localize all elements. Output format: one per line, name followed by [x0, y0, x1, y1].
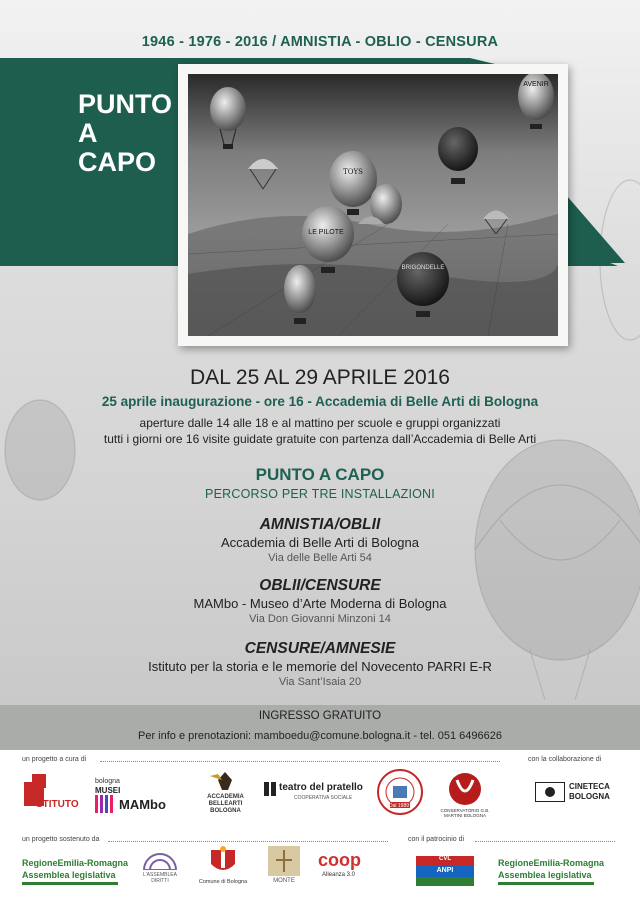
teatro-mark-icon [264, 782, 276, 796]
installation-3-venue: Istituto per la storia e le memorie del Novecento PARRI E-R [148, 659, 492, 674]
cineteca-logo: CINETECA BOLOGNA [535, 782, 625, 804]
monte-logo: MONTE [264, 846, 304, 892]
header-topline: 1946 - 1976 - 2016 / AMNISTIA - OBLIO - CENSURA [141, 34, 499, 50]
comune-bologna-logo: Comune di Bologna [197, 846, 249, 892]
program-title: PUNTO A CAPO [255, 465, 385, 484]
cvl-anpi-logo: CVL ANPI [416, 856, 474, 888]
event-dates: DAL 25 AL 29 APRILE 2016 [190, 366, 450, 389]
free-entry: INGRESSO GRATUITO [258, 710, 382, 722]
conservatorio-mark [443, 772, 487, 806]
installation-1-name: AMNISTIA/OBLII [259, 516, 381, 533]
assemblea-diritti-logo: L’ASSEMBLEA DIRITTI [135, 848, 185, 888]
opening-hours: aperture dalle 14 alle 18 e al mattino per scuole e gruppi organizzati [139, 416, 501, 430]
divider [108, 841, 388, 842]
installation-2-address: Via Don Giovanni Minzoni 14 [249, 613, 391, 625]
logo-strip [0, 750, 640, 905]
installation-1-venue: Accademia di Belle Arti di Bologna [220, 535, 419, 550]
accademia-logo: ACCADEMIA BELLEARTI BOLOGNA [198, 770, 253, 816]
caption-collaboration: con la collaborazione di [528, 756, 602, 763]
poster-title [78, 90, 172, 177]
divider [100, 761, 500, 762]
caption-patronage: con il patrocinio di [408, 836, 465, 843]
installation-2-name: OBLII/CENSURE [259, 577, 381, 594]
guided-tours: tutti i giorni ore 16 visite guidate gratuite con partenza dall’Accademia di Belle Arti [103, 432, 537, 446]
caption-project-by: un progetto a cura di [22, 756, 87, 763]
monte-mark [268, 846, 300, 876]
title-line-3: CAPO [78, 147, 157, 177]
program-subtitle: PERCORSO PER TRE INSTALLAZIONI [205, 487, 435, 501]
title-line-1: PUNTO [78, 89, 173, 119]
teatro-pratello-logo: teatro del pratello COOPERATIVA SOCIALE [264, 782, 360, 808]
installation-1-address: Via delle Belle Arti 54 [268, 552, 372, 564]
comune-shield-icon [209, 846, 237, 876]
caption-supported-by: un progetto sostenuto da [22, 836, 100, 843]
svg-text:LE PILOTE: LE PILOTE [308, 229, 344, 236]
universita-primo-levi-logo: Dal 1989 [376, 768, 424, 822]
vintage-balloon-photo [178, 64, 568, 346]
inauguration-line: 25 aprile inaugurazione - ore 16 - Accademia di Belle Arti di Bologna [101, 394, 539, 409]
svg-text:TOYS: TOYS [343, 168, 363, 176]
installation-3-name: CENSURE/AMNESIE [244, 640, 396, 657]
musei-mambo-logo: bologna MUSEI MAMbo [95, 778, 166, 812]
installation-3-address: Via Sant’Isaia 20 [278, 676, 362, 688]
musei-stripes-icon [95, 795, 117, 813]
svg-text:AVENIR: AVENIR [523, 81, 549, 88]
accademia-figure-icon [210, 770, 240, 792]
regione-logo-2: RegioneEmilia-Romagna Assemblea legislativa [498, 858, 598, 888]
istituto-logo: STITUTO [22, 772, 84, 814]
coop-logo: coop Alleanza 3.0 [318, 850, 361, 878]
regione-logo-1: RegioneEmilia-Romagna Assemblea legislativa [22, 858, 122, 888]
title-line-2: A [78, 118, 98, 148]
diritti-fan-icon [142, 848, 178, 870]
booking-info: Per info e prenotazioni: mamboedu@comune.bologna.it - tel. 051 6496626 [137, 730, 502, 742]
svg-text:BRIGONDELLE: BRIGONDELLE [401, 265, 445, 271]
divider [475, 841, 615, 842]
installation-2-venue: MAMbo - Museo d’Arte Moderna di Bologna [193, 596, 447, 611]
balloon-photo-art [188, 74, 558, 336]
conservatorio-logo: CONSERVATORIO G.B. MARTINI BOLOGNA [440, 772, 490, 820]
cineteca-eye-icon [535, 782, 565, 802]
